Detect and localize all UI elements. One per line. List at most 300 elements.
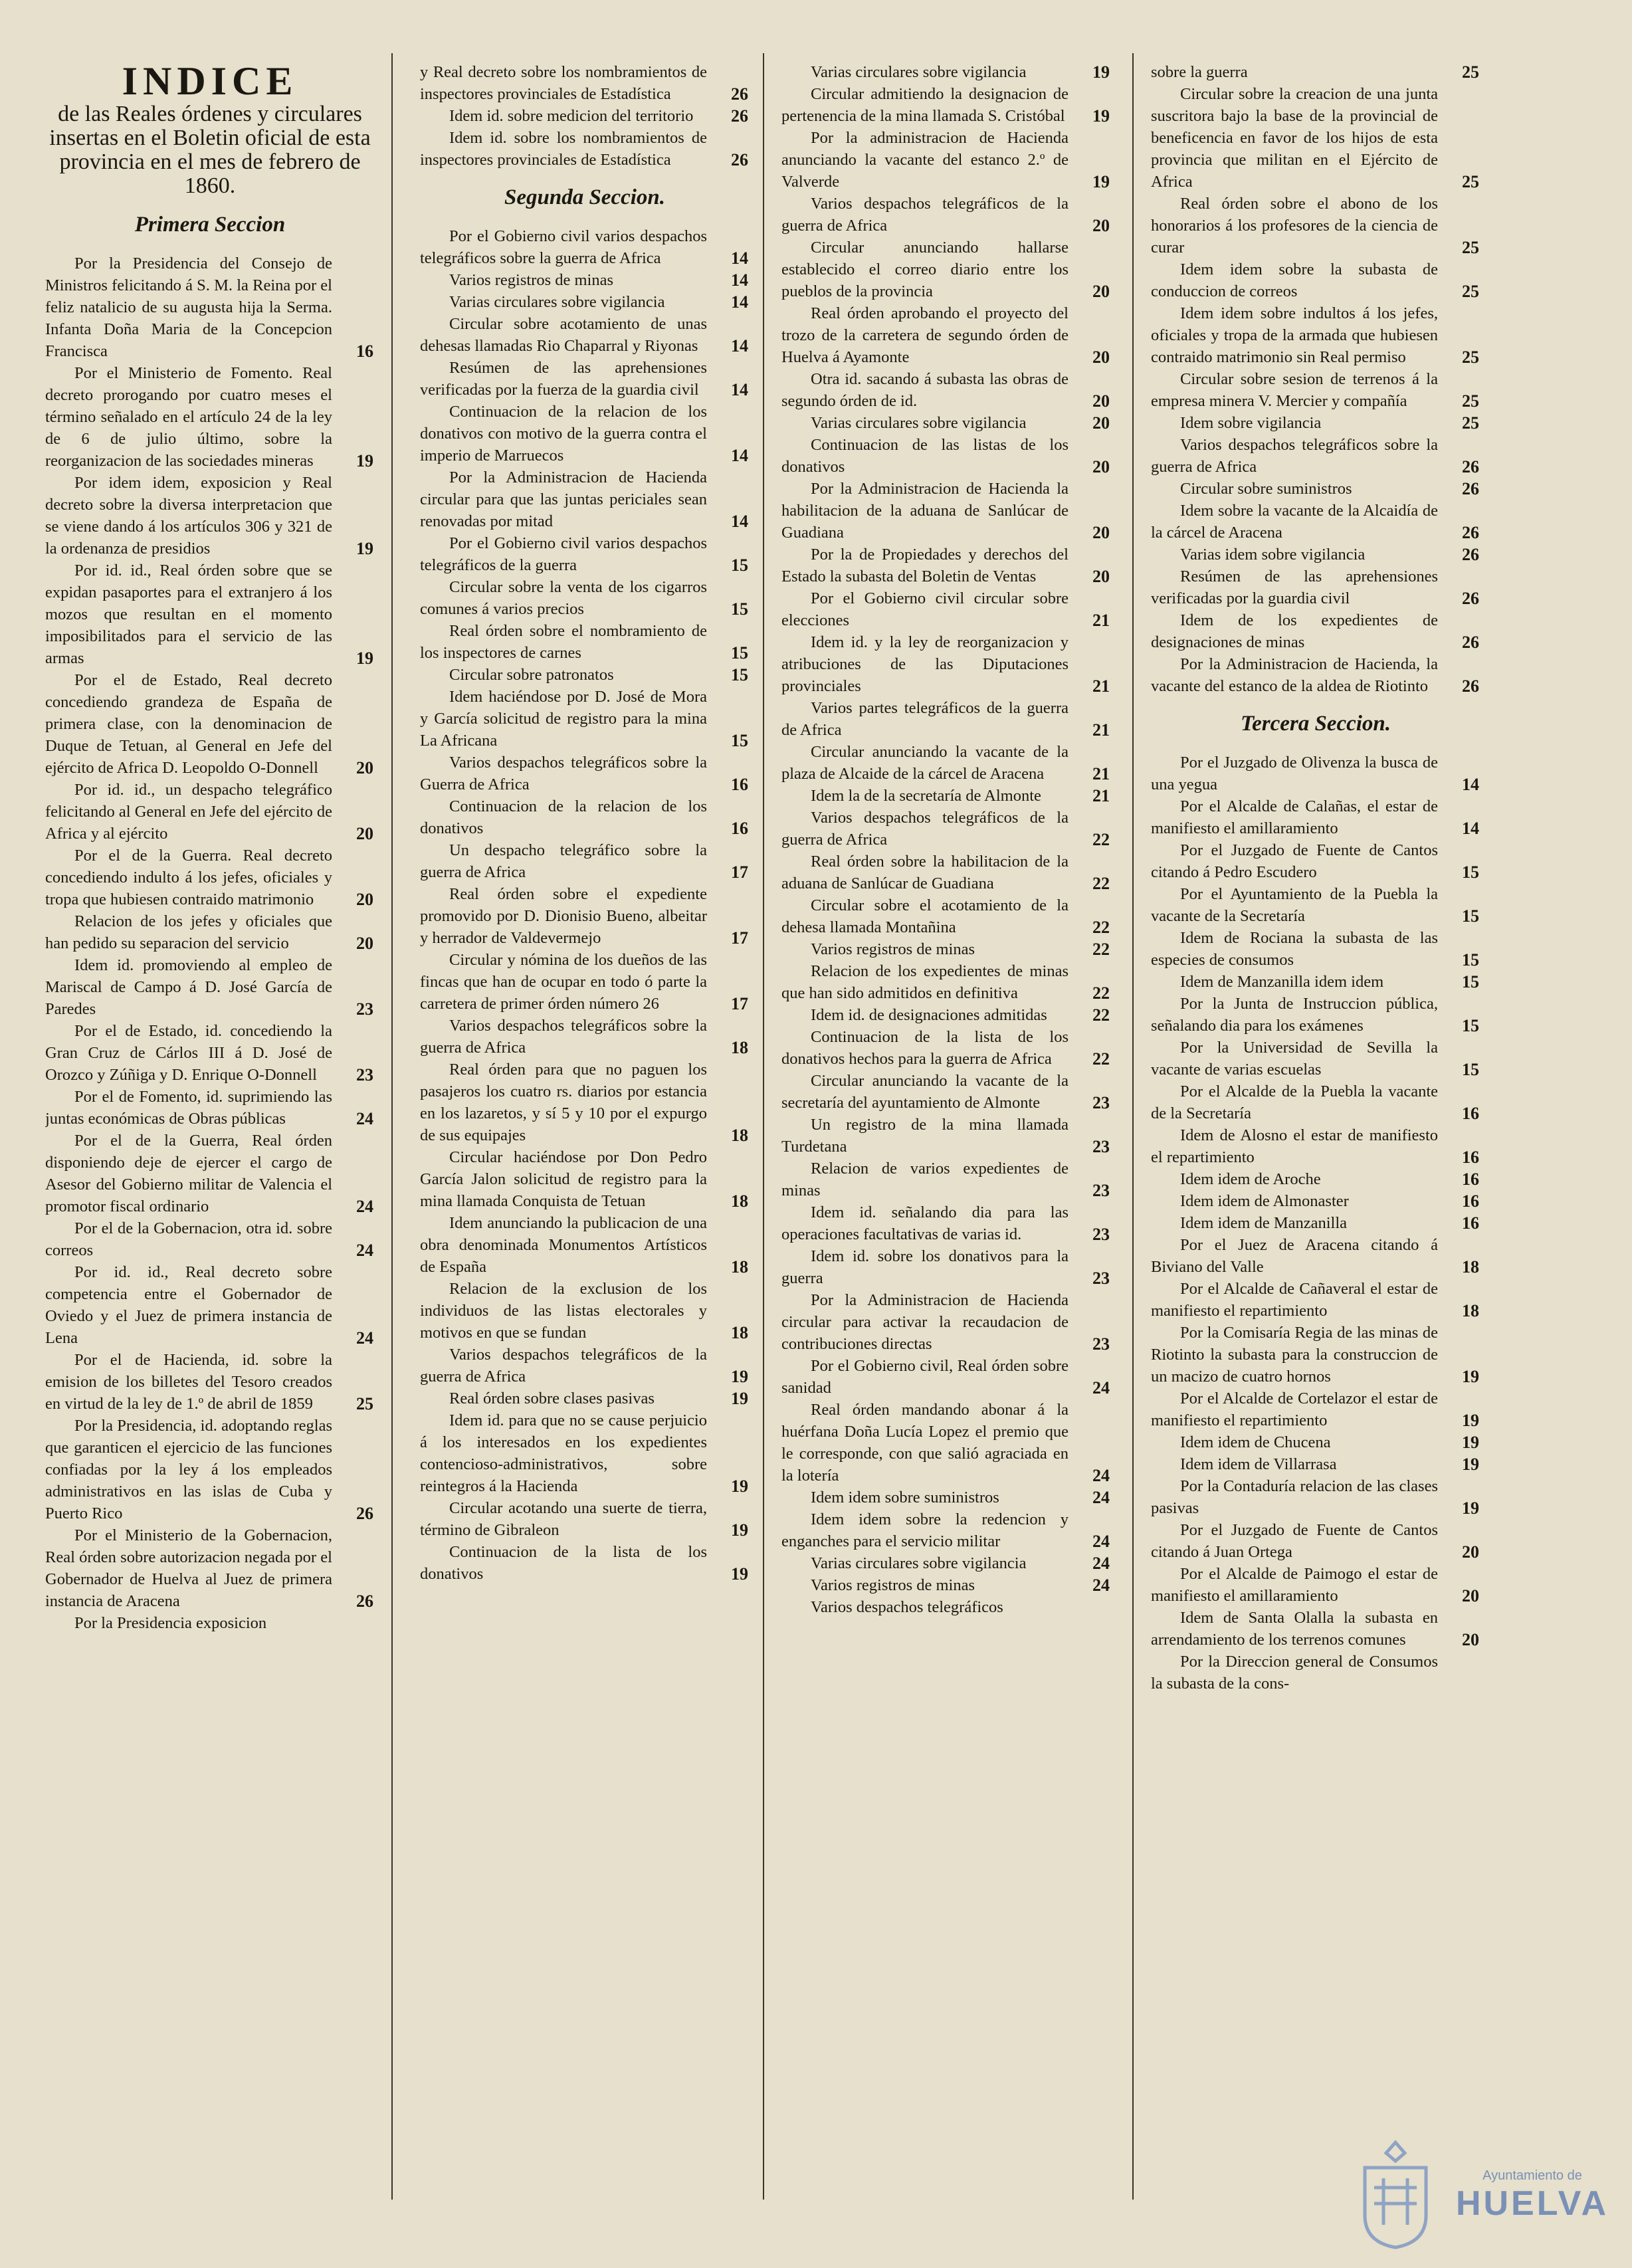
entry-page-number: 19 (356, 451, 373, 470)
index-entry (45, 362, 375, 472)
entry-page-number: 23 (1092, 1137, 1110, 1156)
index-entry (781, 1070, 1111, 1114)
column-rule (1132, 53, 1134, 2200)
index-entry (781, 61, 1111, 83)
entry-text: Resúmen de las aprehensiones verificadas por la guardia civil (1151, 567, 1438, 607)
entry-text: Por la Presidencia, id. adoptando reglas que garanticen el ejercicio de las funciones confiadas por la ley á los empleados administrativos en las islas de Cuba y Puerto Rico (45, 1417, 332, 1522)
entry-page-number: 16 (731, 819, 748, 838)
index-entry (781, 1114, 1111, 1158)
index-entry (781, 302, 1111, 368)
entry-text: Circular sobre suministros (1180, 480, 1352, 498)
index-entry (420, 664, 750, 686)
index-entry (1151, 1519, 1480, 1563)
entry-text: Idem de los expedientes de designaciones de minas (1151, 611, 1438, 651)
entry-text: Relacion de la exclusion de los individuos de las listas electorales y motivos en que se fundan (420, 1280, 707, 1342)
entry-page-number: 20 (1462, 1630, 1479, 1649)
index-entry (781, 785, 1111, 807)
entry-page-number: 19 (1462, 1455, 1479, 1474)
index-entry (1151, 1037, 1480, 1081)
index-entry (781, 960, 1111, 1004)
entry-text: Por el Gobierno civil, Real órden sobre sanidad (781, 1357, 1069, 1397)
entry-page-number: 19 (1462, 1498, 1479, 1518)
entry-page-number: 16 (356, 342, 373, 361)
entry-text: Por la Presidencia del Consejo de Ministros felicitando á S. M. la Reina por el feliz natalicio de su augusta hija la Serma. Infanta Doña Maria de la Concepcion Francisca (45, 255, 332, 360)
entry-text: Circular admitiendo la designacion de pertenencia de la mina llamada S. Cristóbal (781, 85, 1069, 125)
index-entry (781, 544, 1111, 587)
entry-page-number: 15 (731, 643, 748, 663)
index-entry (45, 910, 375, 954)
entry-text: Por el de Fomento, id. suprimiendo las juntas económicas de Obras públicas (45, 1088, 332, 1128)
entry-text: Otra id. sacando á subasta las obras de segundo órden de id. (781, 370, 1069, 410)
entry-page-number: 22 (1092, 874, 1110, 893)
entry-text: Circular haciéndose por Don Pedro García Jalon solicitud de registro para la mina llamada Conquista de Tetuan (420, 1148, 707, 1210)
index-entry (420, 532, 750, 576)
entry-page-number: 22 (1092, 830, 1110, 849)
entry-page-number: 21 (1092, 786, 1110, 805)
entry-page-number: 25 (1462, 172, 1479, 191)
index-entry (781, 697, 1111, 741)
index-entry (1151, 1607, 1480, 1651)
entry-text: Por el Alcalde de Calañas, el estar de manifiesto el amillaramiento (1151, 797, 1438, 837)
entry-page-number: 14 (731, 336, 748, 356)
entry-page-number: 26 (1462, 676, 1479, 696)
index-entry (1151, 302, 1480, 368)
entry-page-number: 20 (1092, 348, 1110, 367)
index-entry (420, 1497, 750, 1541)
index-entry (1151, 927, 1480, 971)
entry-page-number: 15 (731, 599, 748, 619)
entry-page-number: 25 (356, 1394, 373, 1413)
entry-page-number: 22 (1092, 1005, 1110, 1025)
entry-page-number: 24 (356, 1109, 373, 1128)
entry-text: Varios registros de minas (811, 1576, 975, 1594)
index-entry (781, 851, 1111, 894)
entry-page-number: 21 (1092, 764, 1110, 783)
entry-page-number: 20 (1092, 567, 1110, 586)
entry-text: Idem la de la secretaría de Almonte (811, 787, 1041, 805)
page-title: INDICE (122, 61, 298, 103)
entry-page-number: 18 (731, 1323, 748, 1342)
entry-page-number: 19 (1092, 106, 1110, 126)
index-entry (420, 127, 750, 171)
entry-page-number: 24 (356, 1241, 373, 1260)
index-entry (420, 1212, 750, 1278)
section-heading-primera: Primera Seccion (134, 213, 286, 237)
entry-page-number: 26 (356, 1592, 373, 1611)
index-entry (45, 1086, 375, 1130)
entry-text: Circular sobre sesion de terrenos á la empresa minera V. Mercier y compañía (1151, 370, 1438, 410)
entry-page-number: 15 (1462, 950, 1479, 970)
index-entry (781, 412, 1111, 434)
index-entry (420, 357, 750, 401)
entry-text: Circular sobre patronatos (449, 666, 614, 684)
entry-page-number: 22 (1092, 983, 1110, 1003)
entry-text: Por el Juzgado de Olivenza la busca de una yegua (1151, 754, 1438, 793)
entry-page-number: 23 (356, 999, 373, 1019)
index-entry (420, 313, 750, 357)
index-entry (1151, 1234, 1480, 1278)
entry-page-number: 16 (1462, 1148, 1479, 1167)
entry-text: Circular anunciando la vacante de la secretaría del ayuntamiento de Almonte (781, 1072, 1069, 1112)
index-entry (781, 1355, 1111, 1399)
index-entry (45, 779, 375, 845)
entry-text: Por el de Hacienda, id. sobre la emision de los billetes del Tesoro creados en virtud de la ley de 1.º de abril de 1859 (45, 1351, 332, 1413)
entry-text: Continuacion de las listas de los donativos (781, 436, 1069, 476)
entry-page-number: 20 (1092, 282, 1110, 301)
watermark-text (1446, 2168, 1619, 2223)
entry-page-number: 25 (1462, 238, 1479, 257)
index-entry (45, 954, 375, 1020)
entry-text: sobre la guerra (1151, 63, 1248, 81)
entry-page-number: 26 (1462, 479, 1479, 498)
entry-page-number: 15 (731, 556, 748, 575)
column-rule (763, 53, 764, 2200)
index-entry (420, 225, 750, 269)
entry-text: Por el Alcalde de Cortelazor el estar de manifiesto el repartimiento (1151, 1390, 1438, 1429)
index-entry (1151, 1124, 1480, 1168)
entry-text: Por el Juzgado de Fuente de Cantos citando á Juan Ortega (1151, 1521, 1438, 1561)
entry-text: Un registro de la mina llamada Turdetana (781, 1116, 1069, 1156)
entry-page-number: 19 (1462, 1433, 1479, 1452)
index-entry (1151, 1651, 1480, 1695)
entry-text: Idem idem sobre la redencion y enganches para el servicio militar (781, 1510, 1069, 1550)
entry-text: Por id. id., Real decreto sobre competencia entre el Gobernador de Oviedo y el Juez de primera instancia de Lena (45, 1263, 332, 1347)
entry-text: Varios despachos telegráficos sobre la Guerra de Africa (420, 754, 707, 793)
entry-text: Real órden aprobando el proyecto del trozo de la carretera de segundo órden de Huelva á Ayamonte (781, 304, 1069, 366)
entry-page-number: 26 (731, 106, 748, 126)
index-entry (781, 631, 1111, 697)
entry-text: Por el Alcalde de Cañaveral el estar de manifiesto el repartimiento (1151, 1280, 1438, 1320)
entry-text: Varios registros de minas (811, 940, 975, 958)
entry-text: Idem idem de Manzanilla (1180, 1214, 1348, 1232)
index-entry (1151, 500, 1480, 544)
entry-text: Idem idem sobre suministros (811, 1489, 999, 1506)
entry-text: Idem idem de Almonaster (1180, 1192, 1349, 1210)
index-entry (420, 1388, 750, 1409)
entry-text: Idem de Santa Olalla la subasta en arrendamiento de los terrenos comunes (1151, 1609, 1438, 1649)
entry-page-number: 15 (731, 731, 748, 750)
entry-page-number: 16 (1462, 1191, 1479, 1211)
index-entry (1151, 795, 1480, 839)
entry-text: Por idem idem, exposicion y Real decreto sobre la diversa interpretacion que se viene dando á los artículos 306 y 321 de la ordenanza de presidios (45, 474, 332, 558)
entry-page-number: 25 (1462, 62, 1479, 82)
entry-text: Idem id. sobre los donativos para la guerra (781, 1247, 1069, 1287)
index-entry (1151, 883, 1480, 927)
entry-text: Circular anunciando la vacante de la plaza de Alcaide de la cárcel de Aracena (781, 743, 1069, 783)
index-entry (781, 1289, 1111, 1355)
index-column-3 (781, 61, 1111, 1618)
entry-text: Por la Administracion de Hacienda circular para que las juntas periciales sean renovadas por mitad (420, 468, 707, 530)
index-column-1 (45, 61, 375, 1634)
entry-page-number: 17 (731, 994, 748, 1013)
entry-page-number: 24 (356, 1197, 373, 1216)
index-entry (1151, 971, 1480, 993)
entry-text: Continuacion de la relacion de los donativos con motivo de la guerra contra el imperio de Marruecos (420, 403, 707, 464)
index-entry (781, 807, 1111, 851)
entry-text: Idem idem sobre la subasta de conduccion de correos (1151, 260, 1438, 300)
entry-page-number: 24 (1092, 1576, 1110, 1595)
index-entry (781, 1487, 1111, 1508)
entry-page-number: 17 (731, 863, 748, 882)
entry-page-number: 23 (1092, 1181, 1110, 1200)
index-entry (781, 1596, 1111, 1618)
entry-page-number: 26 (356, 1504, 373, 1523)
entry-text: Circular acotando una suerte de tierra, término de Gibraleon (420, 1499, 707, 1539)
section-heading-tercera: Tercera Seccion. (1240, 712, 1391, 736)
entry-page-number: 24 (1092, 1532, 1110, 1551)
entry-page-number: 17 (731, 928, 748, 948)
index-entry (781, 1552, 1111, 1574)
entry-page-number: 20 (1092, 523, 1110, 542)
index-column-4 (1151, 61, 1480, 1695)
index-entry (781, 894, 1111, 938)
entry-page-number: 14 (731, 249, 748, 268)
index-entry (420, 1409, 750, 1497)
entry-text: Idem idem de Villarrasa (1180, 1455, 1337, 1473)
watermark-line-1: Ayuntamiento de (1482, 2168, 1582, 2183)
index-entry (420, 686, 750, 752)
entry-page-number: 15 (731, 665, 748, 684)
entry-page-number: 19 (1092, 172, 1110, 191)
entry-page-number: 19 (731, 1564, 748, 1584)
entry-text: Idem idem de Aroche (1180, 1170, 1321, 1188)
entry-text: Idem id. para que no se cause perjuicio á los interesados en los expedientes contencioso-administrativos, sobre reintegros á la Hacienda (420, 1411, 707, 1495)
entry-text: Relacion de los jefes y oficiales que han pedido su separacion del servicio (45, 912, 332, 952)
entry-text: Por el Alcalde de la Puebla la vacante de la Secretaría (1151, 1082, 1438, 1122)
entry-text: Por la Contaduría relacion de las clases pasivas (1151, 1477, 1438, 1517)
entry-text: Idem id. señalando dia para las operaciones facultativas de varias id. (781, 1203, 1069, 1243)
entry-text: Resúmen de las aprehensiones verificadas por la fuerza de la guardia civil (420, 359, 707, 399)
entry-page-number: 22 (1092, 918, 1110, 937)
index-entry (45, 669, 375, 779)
entry-page-number: 25 (1462, 348, 1479, 367)
index-entry (1151, 61, 1480, 83)
index-entry (781, 237, 1111, 302)
entry-page-number: 25 (1462, 391, 1479, 411)
index-entry (1151, 1563, 1480, 1607)
entry-page-number: 24 (356, 1328, 373, 1348)
index-entry (420, 401, 750, 466)
entry-page-number: 26 (1462, 589, 1479, 608)
entry-text: Varios despachos telegráficos (811, 1598, 1003, 1616)
entry-text: Varias circulares sobre vigilancia (811, 63, 1027, 81)
entry-text: Varios partes telegráficos de la guerra de Africa (781, 699, 1069, 739)
entry-text: Idem de Manzanilla idem idem (1180, 973, 1384, 991)
entry-text: Idem haciéndose por D. José de Mora y García solicitud de registro para la mina La Africana (420, 688, 707, 750)
index-entry (420, 269, 750, 291)
index-entry (781, 1574, 1111, 1596)
index-entry (45, 1020, 375, 1086)
index-entry (781, 1399, 1111, 1487)
entry-text: Por el de la Guerra. Real decreto concediendo indulto á los jefes, oficiales y tropa que hubiesen contraido matrimonio (45, 847, 332, 908)
entry-text: Varios despachos telegráficos sobre la guerra de Africa (1151, 436, 1438, 476)
index-entry (781, 1508, 1111, 1552)
entry-text: Real órden sobre clases pasivas (449, 1390, 655, 1407)
index-entry (420, 752, 750, 795)
entry-text: Varios despachos telegráficos de la guerra de Africa (781, 195, 1069, 235)
entry-page-number: 18 (1462, 1301, 1479, 1320)
entry-page-number: 16 (1462, 1104, 1479, 1123)
entry-text: Varios registros de minas (449, 271, 613, 289)
entry-text: Por la Junta de Instruccion pública, señalando dia para los exámenes (1151, 995, 1438, 1035)
entry-page-number: 14 (1462, 819, 1479, 838)
entry-page-number: 24 (1092, 1378, 1110, 1397)
index-column-2 (420, 61, 750, 1585)
entry-page-number: 21 (1092, 720, 1110, 740)
index-entry (1151, 1168, 1480, 1190)
entry-page-number: 23 (1092, 1225, 1110, 1244)
index-entry (420, 576, 750, 620)
entry-page-number: 14 (731, 512, 748, 531)
index-entry (420, 291, 750, 313)
index-entry (1151, 1212, 1480, 1234)
index-entry (420, 1059, 750, 1146)
entry-page-number: 19 (1462, 1411, 1479, 1430)
index-entry (420, 466, 750, 532)
entry-text: Por id. id., un despacho telegráfico felicitando al General en Jefe del ejército de Africa y al ejército (45, 781, 332, 843)
entry-text: Varias circulares sobre vigilancia (811, 1554, 1027, 1572)
entry-page-number: 23 (356, 1065, 373, 1084)
index-entry (781, 368, 1111, 412)
entry-text: Idem de Rociana la subasta de las especies de consumos (1151, 929, 1438, 969)
entry-text: Varias idem sobre vigilancia (1180, 546, 1366, 564)
entry-text: Circular sobre el acotamiento de la dehesa llamada Montañina (781, 896, 1069, 936)
entry-text: Por la Presidencia exposicion (74, 1614, 267, 1632)
entry-page-number: 18 (1462, 1257, 1479, 1277)
index-entry (420, 105, 750, 127)
entry-text: Circular y nómina de los dueños de las fincas que han de ocupar en todo ó parte la carretera de primer órden número 26 (420, 951, 707, 1013)
entry-page-number: 24 (1092, 1554, 1110, 1573)
entry-text: Por id. id., Real órden sobre que se expidan pasaportes para el extranjero á los mozos que resultan en el momento imposibilitados para el servicio de las armas (45, 562, 332, 667)
entry-text: Por la Administracion de Hacienda circular para activar la recaudacion de contribuciones directas (781, 1291, 1069, 1353)
index-entry (781, 193, 1111, 237)
index-entry (1151, 609, 1480, 653)
entry-page-number: 19 (356, 649, 373, 668)
index-entry (420, 1278, 750, 1344)
page-subtitle: de las Reales órdenes y circulares insertas en el Boletin oficial de esta provincia en el mes de febrero de 1860. (49, 102, 371, 198)
entry-page-number: 15 (1462, 863, 1479, 882)
entry-text: Por el de Estado, id. concediendo la Gran Cruz de Cárlos III á D. José de Orozco y Zúñiga y D. Enrique O-Donnell (45, 1022, 332, 1084)
entry-page-number: 16 (1462, 1213, 1479, 1233)
entry-text: Idem id. promoviendo al empleo de Mariscal de Campo á D. José García de Paredes (45, 956, 332, 1018)
entry-text: Por el Juzgado de Fuente de Cantos citando á Pedro Escudero (1151, 841, 1438, 881)
entry-text: Idem id. sobre medicion del territorio (449, 107, 694, 125)
entry-text: Idem id. y la ley de reorganizacion y atribuciones de las Diputaciones provinciales (781, 633, 1069, 695)
entry-text: Por la Administracion de Hacienda la habilitacion de la aduana de Sanlúcar de Guadiana (781, 480, 1069, 542)
entry-page-number: 19 (731, 1389, 748, 1408)
index-entry (781, 83, 1111, 127)
index-entry (781, 1004, 1111, 1026)
index-entry (45, 1349, 375, 1415)
entry-page-number: 16 (1462, 1170, 1479, 1189)
entry-page-number: 24 (1092, 1488, 1110, 1507)
index-entry (1151, 1475, 1480, 1519)
index-entry (1151, 478, 1480, 500)
index-entry (45, 1261, 375, 1349)
index-entry (1151, 258, 1480, 302)
entry-page-number: 20 (356, 934, 373, 953)
entry-text: Real órden sobre la habilitacion de la aduana de Sanlúcar de Guadiana (781, 853, 1069, 892)
entry-page-number: 20 (1092, 216, 1110, 235)
index-entry (1151, 193, 1480, 258)
index-entry (781, 1158, 1111, 1201)
entry-text: Idem idem de Chucena (1180, 1433, 1331, 1451)
entry-text: Varios despachos telegráficos de la guerra de Africa (420, 1346, 707, 1386)
entry-text: Circular anunciando hallarse establecido el correo diario entre los pueblos de la provincia (781, 239, 1069, 300)
index-entry (1151, 1431, 1480, 1453)
index-entry (420, 839, 750, 883)
index-entry (45, 253, 375, 362)
entry-text: Por el de la Guerra, Real órden disponiendo deje de ejercer el cargo de Asesor del Gobierno militar de Valencia el promotor fiscal ordinario (45, 1132, 332, 1215)
entry-text: Por el de Estado, Real decreto concediendo grandeza de España de primera clase, con la denominacion de Duque de Tetuan, al General en Jefe del ejército de Africa D. Leopoldo O-Donnell (45, 671, 332, 777)
entry-page-number: 20 (1092, 413, 1110, 433)
entry-page-number: 23 (1092, 1269, 1110, 1288)
index-entry (1151, 412, 1480, 434)
entry-page-number: 19 (731, 1520, 748, 1540)
entry-page-number: 18 (731, 1191, 748, 1211)
index-entry (420, 61, 750, 105)
entry-page-number: 26 (731, 84, 748, 104)
entry-text: Real órden mandando abonar á la huérfana Doña Lucía Lopez el premio que le corresponde, con que salió agraciada en la lotería (781, 1401, 1069, 1485)
entry-text: Por la Universidad de Sevilla la vacante de varias escuelas (1151, 1039, 1438, 1079)
index-entry (420, 795, 750, 839)
entry-page-number: 15 (1462, 906, 1479, 926)
entry-page-number: 19 (1462, 1367, 1479, 1386)
entry-page-number: 18 (731, 1126, 748, 1145)
entry-text: Por el Gobierno civil varios despachos telegráficos de la guerra (420, 534, 707, 574)
entry-page-number: 20 (1092, 457, 1110, 476)
index-entry (45, 560, 375, 669)
entry-text: Por el Juez de Aracena citando á Biviano del Valle (1151, 1236, 1438, 1276)
entry-text: Un despacho telegráfico sobre la guerra de Africa (420, 841, 707, 881)
index-entry (45, 1415, 375, 1524)
entry-text: Por la Direccion general de Consumos la subasta de la cons- (1151, 1653, 1438, 1693)
entry-text: Por el Alcalde de Paimogo el estar de manifiesto el amillaramiento (1151, 1565, 1438, 1605)
index-entry (1151, 653, 1480, 697)
entry-text: Idem sobre vigilancia (1180, 414, 1322, 432)
entry-page-number: 19 (356, 539, 373, 558)
entry-text: Por el de la Gobernacion, otra id. sobre correos (45, 1219, 332, 1259)
entry-text: Idem sobre la vacante de la Alcaidía de la cárcel de Aracena (1151, 502, 1438, 542)
index-entry (420, 949, 750, 1015)
entry-text: Real órden sobre el expediente promovido por D. Dionisio Bueno, albeitar y herrador de Valdevermejo (420, 885, 707, 947)
index-entry (45, 845, 375, 910)
entry-text: Continuacion de la lista de los donativos hechos para la guerra de Africa (781, 1028, 1069, 1068)
entry-page-number: 15 (1462, 1060, 1479, 1079)
index-entry (781, 478, 1111, 544)
entry-text: Por el Ayuntamiento de la Puebla la vacante de la Secretaría (1151, 885, 1438, 925)
entry-text: Continuacion de la lista de los donativos (420, 1543, 707, 1583)
entry-page-number: 14 (731, 380, 748, 399)
index-entry (1151, 566, 1480, 609)
entry-page-number: 23 (1092, 1093, 1110, 1112)
index-entry (781, 938, 1111, 960)
entry-page-number: 19 (731, 1367, 748, 1386)
column-rule (391, 53, 393, 2200)
entry-text: Por el Gobierno civil circular sobre elecciones (781, 589, 1069, 629)
index-entry (1151, 1081, 1480, 1124)
entry-text: Por el Ministerio de la Gobernacion, Real órden sobre autorizacion negada por el Gobernador de Huelva al Juez de primera instancia de Aracena (45, 1526, 332, 1610)
index-entry (781, 587, 1111, 631)
index-entry (1151, 368, 1480, 412)
entry-page-number: 20 (356, 758, 373, 777)
entry-text: Por la administracion de Hacienda anunciando la vacante del estanco 2.º de Valverde (781, 129, 1069, 191)
entry-text: Por la Comisaría Regia de las minas de Riotinto la subasta para la construccion de un macizo de cuatro hornos (1151, 1324, 1438, 1386)
entry-text: Relacion de varios expedientes de minas (781, 1160, 1069, 1199)
index-entry (781, 1201, 1111, 1245)
entry-page-number: 22 (1092, 940, 1110, 959)
entry-text: Por el Gobierno civil varios despachos telegráficos sobre la guerra de Africa (420, 227, 707, 267)
